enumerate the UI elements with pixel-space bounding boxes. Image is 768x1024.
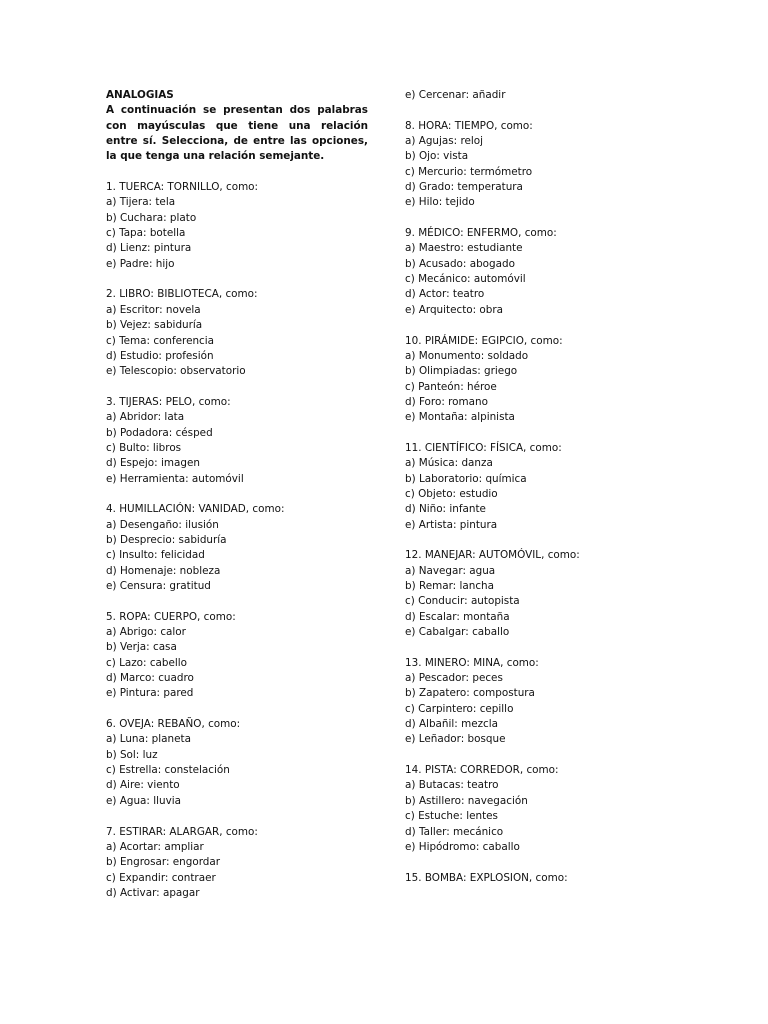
answer-option: e) Censura: gratitud xyxy=(106,580,211,592)
question-title: 1. TUERCA: TORNILLO, como: xyxy=(106,181,259,194)
answer-option: a) Monumento: soldado xyxy=(405,349,529,362)
answer-option: e) Leñador: bosque xyxy=(405,733,506,746)
question-title: 4. HUMILLACIÓN: VANIDAD, como: xyxy=(106,503,285,516)
question-block xyxy=(106,502,368,594)
answer-option: c) Carpintero: cepillo xyxy=(405,702,514,715)
answer-option: c) Conducir: autopista xyxy=(405,595,520,608)
answer-option: d) Estudio: profesión xyxy=(106,349,214,362)
answer-option: e) Agua: lluvia xyxy=(106,794,181,807)
answer-option: d) Espejo: imagen xyxy=(106,457,200,470)
answer-option: b) Zapatero: compostura xyxy=(405,687,535,700)
answer-option: c) Objeto: estudio xyxy=(405,487,498,500)
answer-option: b) Remar: lancha xyxy=(405,580,494,592)
answer-option: a) Acortar: ampliar xyxy=(106,840,204,853)
answer-option: d) Niño: infante xyxy=(405,503,486,516)
left-question-list xyxy=(106,180,368,901)
answer-option: b) Desprecio: sabiduría xyxy=(106,533,227,546)
answer-option: a) Luna: planeta xyxy=(106,733,191,746)
answer-option: b) Engrosar: engordar xyxy=(106,856,221,869)
question-block xyxy=(405,119,667,211)
question-block xyxy=(405,334,667,426)
answer-option: d) Foro: romano xyxy=(405,395,488,408)
answer-option: b) Verja: casa xyxy=(106,641,177,654)
answer-option: a) Abrigo: calor xyxy=(106,626,186,639)
answer-option: a) Tijera: tela xyxy=(106,196,176,209)
answer-option: c) Estrella: constelación xyxy=(106,764,230,777)
left-column xyxy=(106,88,368,917)
answer-option: b) Sol: luz xyxy=(106,748,158,761)
answer-option: c) Lazo: cabello xyxy=(106,656,188,669)
answer-option: c) Expandir: contraer xyxy=(106,871,216,884)
answer-option: e) Cabalgar: caballo xyxy=(405,626,510,639)
answer-option: d) Aire: viento xyxy=(106,779,180,792)
question-title: 15. BOMBA: EXPLOSION, como: xyxy=(405,871,568,884)
answer-option: e) Hipódromo: caballo xyxy=(405,840,520,853)
answer-option: d) Homenaje: nobleza xyxy=(106,564,221,577)
question-block xyxy=(405,656,667,748)
answer-option: b) Podadora: césped xyxy=(106,426,213,439)
answer-option: a) Escritor: novela xyxy=(106,303,201,316)
answer-option: c) Tapa: botella xyxy=(106,227,186,240)
answer-option: d) Activar: apagar xyxy=(106,886,200,899)
answer-option: c) Mecánico: automóvil xyxy=(405,273,526,286)
answer-option: a) Maestro: estudiante xyxy=(405,242,523,255)
answer-option: d) Escalar: montaña xyxy=(405,610,510,623)
answer-option: b) Vejez: sabiduría xyxy=(106,319,203,332)
question-title: 2. LIBRO: BIBLIOTECA, como: xyxy=(106,288,258,301)
answer-option: d) Albañil: mezcla xyxy=(405,718,499,731)
answer-option: b) Olimpiadas: griego xyxy=(405,365,518,378)
answer-option: d) Actor: teatro xyxy=(405,288,485,301)
answer-option: e) Montaña: alpinista xyxy=(405,411,515,424)
question-block xyxy=(106,287,368,379)
question-block xyxy=(405,871,667,886)
question-block xyxy=(106,180,368,272)
answer-option: a) Abridor: lata xyxy=(106,411,185,424)
answer-option: a) Agujas: reloj xyxy=(405,135,484,148)
answer-option: c) Estuche: lentes xyxy=(405,810,498,823)
right-column xyxy=(405,88,667,901)
question-block xyxy=(405,441,667,533)
answer-option: c) Insulto: felicidad xyxy=(106,549,205,562)
answer-option: b) Laboratorio: química xyxy=(405,472,527,485)
answer-option: e) Arquitecto: obra xyxy=(405,303,504,316)
question-block xyxy=(405,763,667,855)
answer-option: e) Hilo: tejido xyxy=(405,196,475,209)
answer-option: a) Navegar: agua xyxy=(405,564,496,577)
question-block xyxy=(106,610,368,702)
answer-option: c) Mercurio: termómetro xyxy=(405,165,533,178)
answer-option: e) Telescopio: observatorio xyxy=(106,365,246,378)
instructions-paragraph: A continuación se presentan dos palabras con mayúsculas que tiene una relación entre sí. Selecciona, de entre las opciones, la que tenga una relación semejante. xyxy=(106,104,368,163)
question-block xyxy=(405,226,667,318)
question-title: 6. OVEJA: REBAÑO, como: xyxy=(106,718,241,731)
answer-option: c) Panteón: héroe xyxy=(405,380,497,393)
answer-option: a) Pescador: peces xyxy=(405,672,503,685)
question-block xyxy=(405,548,667,640)
answer-option: a) Desengaño: ilusión xyxy=(106,518,219,531)
question-title: 10. PIRÁMIDE: EGIPCIO, como: xyxy=(405,334,563,347)
answer-option: b) Ojo: vista xyxy=(405,150,469,163)
answer-option: d) Taller: mecánico xyxy=(405,825,504,838)
question-block xyxy=(106,825,368,902)
answer-option: a) Butacas: teatro xyxy=(405,779,499,792)
question-title: 8. HORA: TIEMPO, como: xyxy=(405,119,533,132)
answer-option: c) Tema: conferencia xyxy=(106,334,215,347)
question-title: 3. TIJERAS: PELO, como: xyxy=(106,395,231,408)
answer-option: e) Pintura: pared xyxy=(106,687,194,700)
answer-option: e) Herramienta: automóvil xyxy=(106,472,244,485)
answer-option: d) Marco: cuadro xyxy=(106,672,194,685)
answer-option: a) Música: danza xyxy=(405,457,493,470)
question-title: 11. CIENTÍFICO: FÍSICA, como: xyxy=(405,441,562,454)
answer-option: d) Grado: temperatura xyxy=(405,181,523,194)
right-question-list xyxy=(405,119,667,886)
answer-option: e) Artista: pintura xyxy=(405,518,498,531)
answer-option: b) Cuchara: plato xyxy=(106,211,197,224)
question-title: 12. MANEJAR: AUTOMÓVIL, como: xyxy=(405,549,580,562)
question-title: 14. PISTA: CORREDOR, como: xyxy=(405,764,559,777)
answer-option: b) Acusado: abogado xyxy=(405,257,515,270)
answer-option: e) Padre: hijo xyxy=(106,257,175,270)
answer-option: b) Astillero: navegación xyxy=(405,794,528,807)
answer-option: d) Lienz: pintura xyxy=(106,242,192,255)
document-title: ANALOGIAS xyxy=(106,89,174,101)
question-title: 5. ROPA: CUERPO, como: xyxy=(106,610,236,623)
question-title: 9. MÉDICO: ENFERMO, como: xyxy=(405,227,557,240)
question-title: 13. MINERO: MINA, como: xyxy=(405,656,539,669)
question-block xyxy=(106,717,368,809)
question-block xyxy=(106,395,368,487)
answer-option: c) Bulto: libros xyxy=(106,441,182,454)
question-title: 7. ESTIRAR: ALARGAR, como: xyxy=(106,825,258,838)
continued-option: e) Cercenar: añadir xyxy=(405,89,506,101)
